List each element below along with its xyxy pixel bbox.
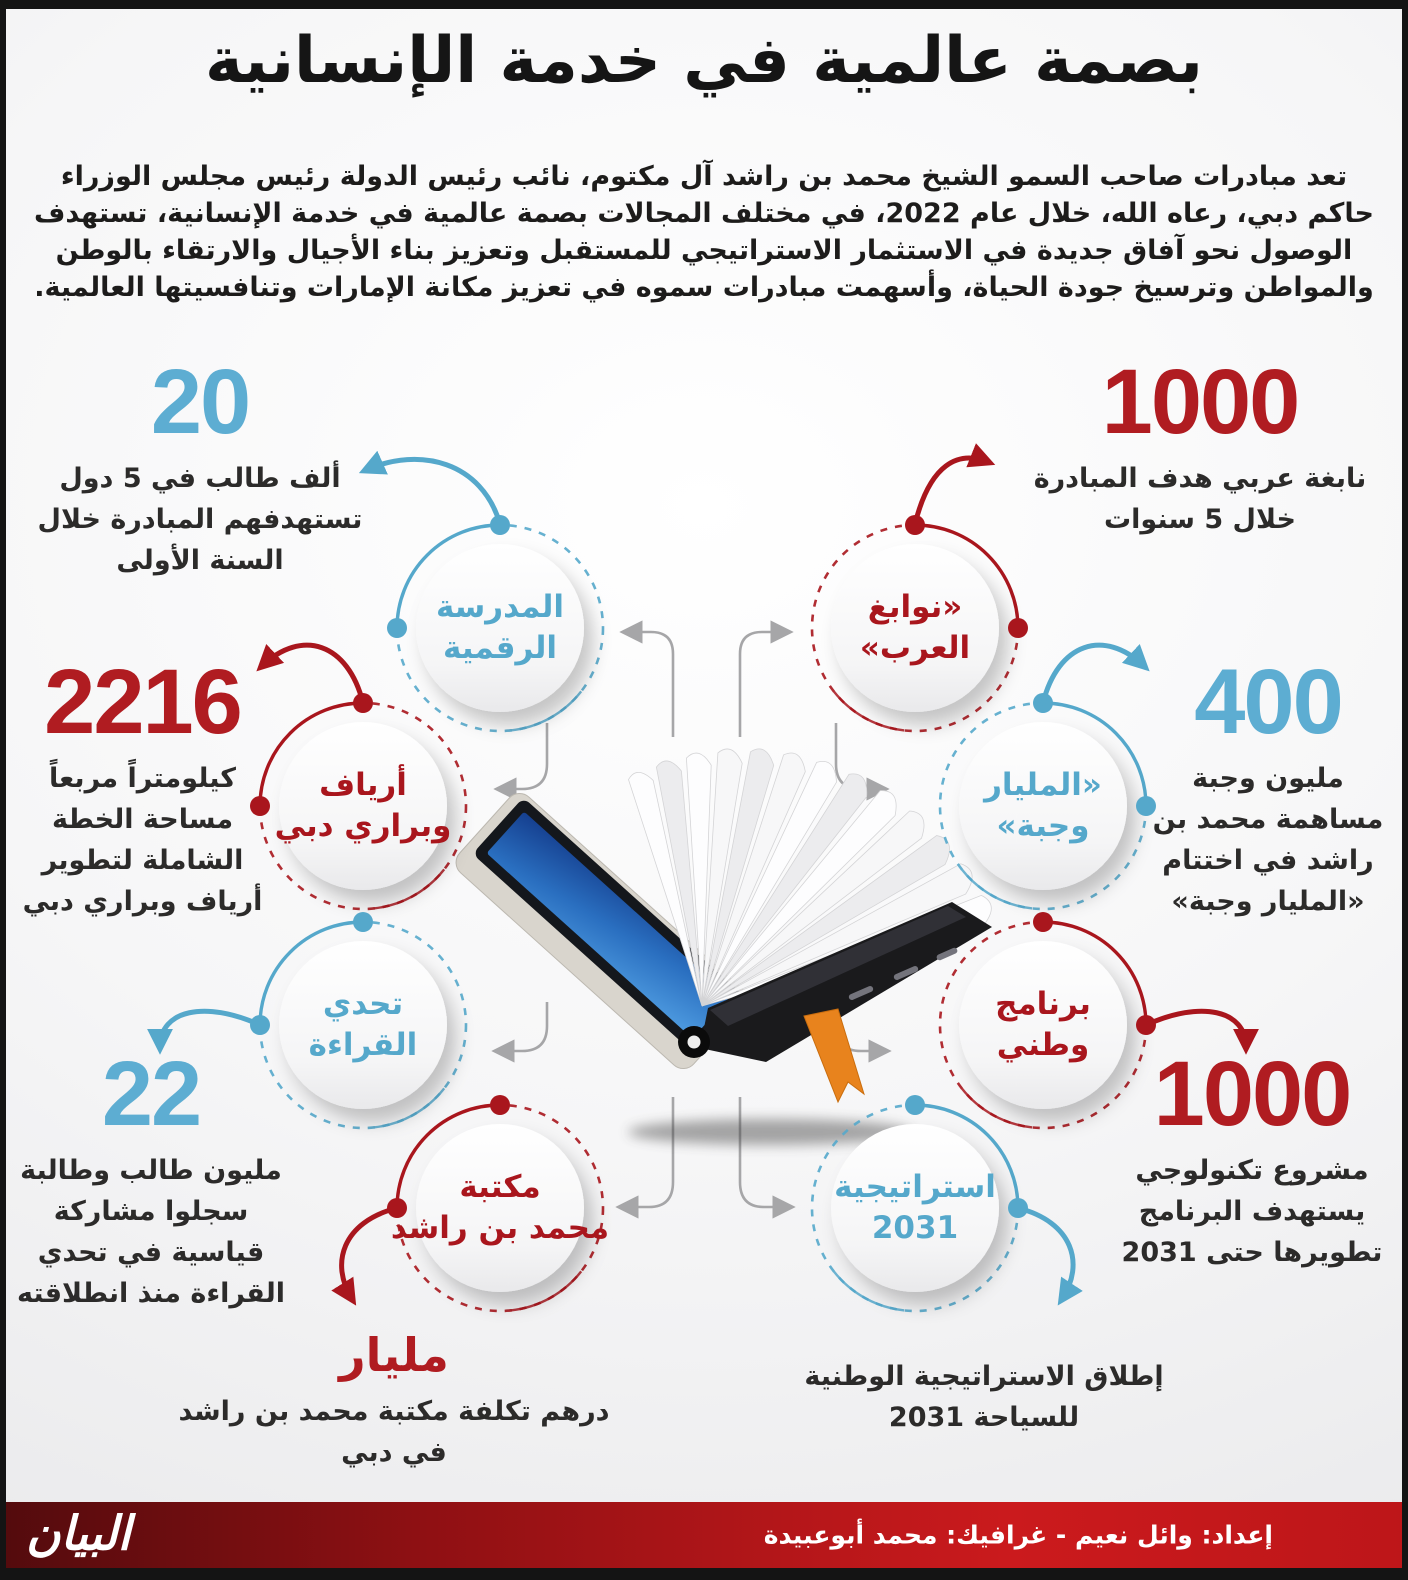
stat-billion-meals <box>1136 651 1400 922</box>
node-label-line: المدرسة <box>435 589 565 625</box>
stat-value: 2216 <box>44 651 241 753</box>
node-label-line: «المليار <box>984 767 1102 803</box>
stat-strategy-2031 <box>788 1346 1180 1438</box>
node-label-line: استراتيجية <box>834 1169 996 1205</box>
stat-value: 22 <box>101 1043 201 1145</box>
node-label-line: وبراري دبي <box>274 808 452 844</box>
stat-dubai-rural-plan <box>0 651 285 922</box>
node-label-line: العرب» <box>859 630 971 666</box>
stat-caption: مليون طالب وطالبة سجلوا مشاركة قياسية في تحدي القراءة منذ انطلاقته <box>16 1155 286 1309</box>
node-label-line: القراءة <box>308 1027 418 1063</box>
stat-caption: كيلومتراً مربعاً مساحة الخطة الشاملة لتطوير أرياف وبراري دبي <box>22 763 263 917</box>
node-label-arab-geniuses <box>790 587 1040 669</box>
albayan-logo: البيان <box>26 1506 131 1562</box>
node-label-line: برنامج <box>995 986 1091 1022</box>
stat-caption: مليون وجبة مساهمة محمد بن راشد في اختتام «المليار وجبة» <box>1152 763 1384 917</box>
stat-value: مليار <box>339 1329 449 1381</box>
stat-caption: مشروع تكنولوجي يستهدف البرنامج تطويرها حتى 2031 <box>1121 1155 1383 1268</box>
laptop-book-illustration <box>450 749 992 1145</box>
stat-arab-geniuses <box>1022 351 1378 540</box>
credits-text: إعداد: وائل نعيم - غرافيك: محمد أبوعبيدة <box>763 1520 1273 1550</box>
stat-caption: إطلاق الاستراتيجية الوطنية للسياحة 2031 <box>804 1361 1164 1433</box>
node-label-line: تحدي <box>322 986 404 1022</box>
stat-caption: نابغة عربي هدف المبادرة خلال 5 سنوات <box>1033 463 1367 535</box>
node-label-line: مكتبة <box>459 1169 541 1205</box>
stat-mbr-library <box>168 1330 620 1473</box>
node-label-line: الرقمية <box>442 630 558 666</box>
stat-caption: ألف طالب في 5 دول تستهدفهم المبادرة خلال السنة الأولى <box>37 463 363 576</box>
stat-caption: درهم تكلفة مكتبة محمد بن راشد في دبي <box>178 1395 610 1468</box>
stat-digital-school <box>30 351 370 581</box>
node-label-digital-school <box>375 587 625 669</box>
node-label-strategy-2031 <box>790 1167 1040 1249</box>
stat-value: 400 <box>1194 651 1342 753</box>
stat-value: 1000 <box>1101 351 1299 453</box>
node-label-line: 2031 <box>871 1210 959 1246</box>
stat-national-program <box>1116 1043 1388 1273</box>
stat-value: 20 <box>150 351 250 453</box>
node-label-billion-meals <box>918 765 1168 847</box>
node-label-mbr-library <box>375 1167 625 1249</box>
node-label-line: وجبة» <box>996 808 1090 844</box>
node-label-line: وطني <box>996 1027 1090 1063</box>
footer-bar <box>0 1502 1408 1568</box>
node-label-line: محمد بن راشد <box>390 1210 610 1246</box>
stat-reading-challenge <box>15 1043 287 1314</box>
node-label-line: «نوابغ <box>867 589 963 625</box>
stat-value: 1000 <box>1153 1043 1351 1145</box>
page-title: بصمة عالمية في خدمة الإنسانية <box>205 24 1203 98</box>
intro-paragraph: تعد مبادرات صاحب السمو الشيخ محمد بن راشد آل مكتوم، نائب رئيس الدولة رئيس مجلس الوزراء حاكم دبي، رعاه الله، خلال عام 2022، في مختلف المجالات بصمة عالمية في خدمة الإنسانية، تستهدف الوصول نحو آفاق جديدة في الاستثمار الاستراتيجي للمستقبل وتعزيز بناء الأجيال والارتقاء بالوطن والمواطن وترسيخ جودة الحياة، وأسهمت مبادرات سموه في تعزيز مكانة الإمارات وتنافسيتها العالمية. <box>34 161 1374 303</box>
node-label-line: أرياف <box>319 767 407 803</box>
